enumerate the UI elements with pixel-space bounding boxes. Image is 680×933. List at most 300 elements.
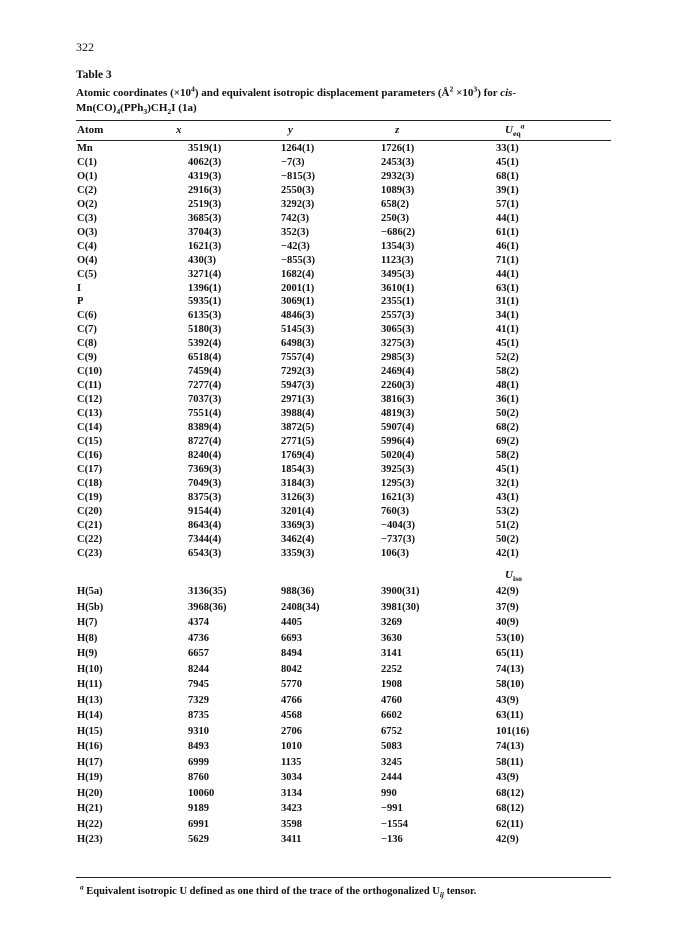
cell-u: 44(1) <box>496 268 519 280</box>
cell-x: 7344(4) <box>188 533 222 545</box>
cell-u: 42(9) <box>496 834 519 845</box>
cell-u: 68(12) <box>496 803 524 814</box>
cell-z: 2252 <box>381 663 402 675</box>
cell-atom: C(5) <box>77 268 97 280</box>
cell-x: 8727(4) <box>188 435 222 447</box>
cell-atom: H(9) <box>77 648 98 659</box>
cell-y: 3034 <box>281 772 302 783</box>
cell-y: 4766 <box>281 694 302 706</box>
cell-x: 4374 <box>188 617 209 628</box>
cell-y: 7557(4) <box>281 352 315 364</box>
table-row <box>0 632 680 645</box>
cell-u: 69(2) <box>496 435 519 447</box>
cell-u: 40(9) <box>496 617 519 628</box>
cell-y: 4846(3) <box>281 310 315 322</box>
header-z: z <box>395 124 400 136</box>
cell-atom: C(14) <box>77 422 103 433</box>
cell-atom: P <box>77 296 84 308</box>
cell-x: 1621(3) <box>188 240 222 252</box>
cell-y: 352(3) <box>281 226 309 238</box>
table-row <box>0 585 680 598</box>
cell-y: 5145(3) <box>281 324 315 336</box>
cell-y: 5947(3) <box>281 380 315 392</box>
cell-y: 3462(4) <box>281 533 315 545</box>
cell-x: 4736 <box>188 632 209 644</box>
cell-x: 7369(3) <box>188 463 222 475</box>
table-row <box>0 477 680 490</box>
cell-y: 1682(4) <box>281 268 315 280</box>
cell-u: 71(1) <box>496 254 519 266</box>
cell-atom: I <box>77 282 82 294</box>
cell-y: 1264(1) <box>281 143 315 154</box>
cell-z: 760(3) <box>381 505 409 517</box>
cell-y: 1010 <box>281 741 302 752</box>
cell-x: 6999 <box>188 756 209 768</box>
cell-y: 3359(3) <box>281 547 315 559</box>
table-row <box>0 282 680 295</box>
cell-atom: C(21) <box>77 519 103 531</box>
cell-z: −136 <box>381 834 403 845</box>
cell-x: 7049(3) <box>188 477 222 489</box>
table-row <box>0 616 680 629</box>
cell-z: 5083 <box>381 741 402 752</box>
table-row <box>0 226 680 239</box>
cell-atom: H(10) <box>77 663 103 675</box>
cell-atom: C(8) <box>77 338 97 350</box>
cell-atom: C(20) <box>77 505 103 517</box>
cell-z: 2355(1) <box>381 296 415 308</box>
cell-y: 1769(4) <box>281 449 315 461</box>
cell-atom: H(5b) <box>77 601 104 613</box>
cell-y: 3184(3) <box>281 477 315 489</box>
caption-subscript: 2 <box>167 106 172 116</box>
cell-x: 7037(3) <box>188 394 222 406</box>
cell-atom: H(8) <box>77 632 98 644</box>
cell-z: 3495(3) <box>381 268 415 280</box>
cell-x: 4319(3) <box>188 170 222 182</box>
table-row <box>0 601 680 614</box>
cell-y: 988(36) <box>281 586 315 597</box>
cell-y: −855(3) <box>281 254 315 266</box>
cell-u: 42(1) <box>496 547 519 559</box>
cell-y: 1854(3) <box>281 463 315 475</box>
cell-y: 2706 <box>281 725 302 737</box>
cell-x: 8389(4) <box>188 422 222 433</box>
footnote-subscript: ij <box>439 890 444 900</box>
cell-x: 8493 <box>188 741 209 752</box>
cell-u: 44(1) <box>496 212 519 224</box>
cell-u: 65(11) <box>496 648 524 659</box>
cell-u: 51(2) <box>496 519 519 531</box>
caption-part: ×10 <box>453 87 474 99</box>
page-number: 322 <box>76 40 94 54</box>
cell-x: 9310 <box>188 725 209 737</box>
cell-y: 3369(3) <box>281 519 315 531</box>
cell-u: 57(1) <box>496 198 519 210</box>
cell-z: 2444 <box>381 772 402 783</box>
cell-atom: C(18) <box>77 477 103 489</box>
cell-atom: C(23) <box>77 547 103 559</box>
table-row <box>0 156 680 169</box>
cell-z: 3816(3) <box>381 394 415 406</box>
cell-atom: C(4) <box>77 240 97 252</box>
cell-atom: C(16) <box>77 449 103 461</box>
table-row <box>0 647 680 660</box>
table-label: Table 3 <box>76 69 112 81</box>
cell-u: 45(1) <box>496 338 519 350</box>
cell-atom: H(14) <box>77 710 103 721</box>
cell-x: 7551(4) <box>188 408 222 420</box>
cell-y: 5770 <box>281 679 302 690</box>
table-bottom-rule <box>76 877 611 878</box>
cell-u: 48(1) <box>496 380 519 392</box>
cell-z: 1089(3) <box>381 184 415 196</box>
cell-y: 8494 <box>281 648 302 659</box>
cell-y: 3069(1) <box>281 296 315 308</box>
cell-u: 45(1) <box>496 156 519 168</box>
table-row <box>0 547 680 560</box>
cell-atom: H(23) <box>77 834 103 845</box>
cell-z: 1726(1) <box>381 143 415 154</box>
table-row <box>0 818 680 831</box>
cell-z: 6602 <box>381 710 402 721</box>
cell-atom: C(19) <box>77 491 103 503</box>
cell-x: 430(3) <box>188 254 216 266</box>
cell-atom: C(17) <box>77 463 103 475</box>
table-row <box>0 365 680 378</box>
cell-x: 9189 <box>188 803 209 814</box>
table-row <box>0 463 680 476</box>
cell-z: 4760 <box>381 694 402 706</box>
cell-u: 50(2) <box>496 533 519 545</box>
cell-u: 37(9) <box>496 601 519 613</box>
cell-u: 101(16) <box>496 725 530 737</box>
cell-u: 43(9) <box>496 694 519 706</box>
caption-formula: ) <box>192 101 197 114</box>
cell-z: 2932(3) <box>381 170 415 182</box>
table-row <box>0 184 680 197</box>
cell-y: 1135 <box>281 756 302 768</box>
caption-formula: I ( <box>171 101 182 114</box>
header-ueq-sub: eq <box>512 129 521 139</box>
cell-x: 7459(4) <box>188 366 222 378</box>
cell-atom: Mn <box>77 143 93 154</box>
cell-x: 3685(3) <box>188 212 222 224</box>
cell-atom: C(13) <box>77 408 103 420</box>
cell-x: 4062(3) <box>188 156 222 168</box>
cell-x: 7329 <box>188 694 209 706</box>
cell-y: −42(3) <box>281 240 310 252</box>
cell-z: 3141 <box>381 648 402 659</box>
cell-atom: O(2) <box>77 198 98 210</box>
cell-u: 61(1) <box>496 226 519 238</box>
caption-compound: 1a <box>181 101 193 114</box>
cell-atom: H(21) <box>77 803 103 814</box>
cell-y: 7292(3) <box>281 366 315 378</box>
cell-y: 2001(1) <box>281 282 315 294</box>
table-row <box>0 254 680 267</box>
table-row <box>0 725 680 738</box>
cell-atom: C(6) <box>77 310 97 322</box>
footnote-marker: a <box>80 882 84 892</box>
cell-atom: H(15) <box>77 725 103 737</box>
cell-x: 6135(3) <box>188 310 222 322</box>
table-row <box>0 421 680 434</box>
cell-y: 3134 <box>281 787 302 799</box>
header-bottom-rule <box>76 140 611 141</box>
cell-atom: C(9) <box>77 352 97 364</box>
table-row <box>0 787 680 800</box>
caption-exponent: 2 <box>449 84 454 94</box>
cell-u: 74(13) <box>496 741 524 752</box>
cell-y: 3126(3) <box>281 491 315 503</box>
cell-u: 32(1) <box>496 477 519 489</box>
cell-u: 58(11) <box>496 756 524 768</box>
cell-z: 3065(3) <box>381 324 415 336</box>
cell-x: 7277(4) <box>188 380 222 392</box>
header-x: x <box>176 124 182 136</box>
cell-atom: C(10) <box>77 366 103 378</box>
table-row <box>0 519 680 532</box>
cell-atom: C(12) <box>77 394 103 406</box>
cell-y: 6498(3) <box>281 338 315 350</box>
cell-u: 31(1) <box>496 296 519 308</box>
cell-x: 3136(35) <box>188 586 227 597</box>
cell-z: 2469(4) <box>381 366 415 378</box>
cell-z: 2260(3) <box>381 380 415 392</box>
table-row <box>0 351 680 364</box>
caption-exponent: 3 <box>473 84 478 94</box>
cell-atom: O(3) <box>77 226 98 238</box>
cell-z: −1554 <box>381 818 408 830</box>
table-row <box>0 505 680 518</box>
table-row <box>0 435 680 448</box>
cell-y: 3292(3) <box>281 198 315 210</box>
footnote-text: Equivalent isotropic U defined as one third of the trace of the orthogonalized U <box>83 886 440 897</box>
table-row <box>0 407 680 420</box>
cell-z: 6752 <box>381 725 402 737</box>
table-row <box>0 756 680 769</box>
header-atom: Atom <box>77 124 104 136</box>
cell-x: 2916(3) <box>188 184 222 196</box>
footnote-text: tensor. <box>443 886 477 897</box>
footnote <box>80 882 477 900</box>
cell-z: 1354(3) <box>381 240 415 252</box>
cell-u: 45(1) <box>496 463 519 475</box>
cell-u: 53(2) <box>496 505 519 517</box>
cell-atom: H(20) <box>77 787 103 799</box>
cell-y: 2550(3) <box>281 184 315 196</box>
cell-z: 5907(4) <box>381 422 415 433</box>
cell-atom: C(15) <box>77 435 103 447</box>
cell-y: 2408(34) <box>281 601 320 613</box>
cell-z: 990 <box>381 787 397 799</box>
cell-z: −686(2) <box>381 226 415 238</box>
cell-x: 9154(4) <box>188 505 222 517</box>
caption-exponent: 4 <box>191 84 195 94</box>
cell-z: 1621(3) <box>381 491 415 503</box>
caption-part: ) and equivalent isotropic displacement parameters (Å <box>194 87 450 99</box>
cell-y: 8042 <box>281 663 302 675</box>
table-row <box>0 337 680 350</box>
cell-y: 3411 <box>281 834 302 845</box>
cell-x: 2519(3) <box>188 198 222 210</box>
cell-x: 7945 <box>188 679 209 690</box>
cell-z: 3925(3) <box>381 463 415 475</box>
cell-x: 8735 <box>188 710 209 721</box>
caption-part: ) for <box>477 87 501 99</box>
cell-y: −815(3) <box>281 170 315 182</box>
cell-u: 41(1) <box>496 324 519 336</box>
cell-x: 8244 <box>188 663 209 675</box>
table-top-rule <box>76 120 611 121</box>
cell-u: 52(2) <box>496 352 519 364</box>
cell-u: 74(13) <box>496 663 524 675</box>
cell-u: 58(2) <box>496 366 519 378</box>
cell-u: 62(11) <box>496 818 524 830</box>
cell-u: 39(1) <box>496 184 519 196</box>
cell-z: −991 <box>381 803 403 814</box>
cell-y: 2771(5) <box>281 435 315 447</box>
table-caption <box>76 86 616 115</box>
table-row <box>0 379 680 392</box>
table-row <box>0 491 680 504</box>
cell-atom: C(7) <box>77 324 97 336</box>
cell-x: 6518(4) <box>188 352 222 364</box>
cell-x: 3704(3) <box>188 226 222 238</box>
caption-formula: )CH <box>147 101 168 114</box>
cell-u: 43(9) <box>496 772 519 783</box>
cell-x: 8240(4) <box>188 449 222 461</box>
table-row <box>0 709 680 722</box>
cell-atom: H(22) <box>77 818 103 830</box>
cell-atom: C(11) <box>77 380 102 392</box>
cell-atom: H(19) <box>77 772 103 783</box>
cell-atom: O(1) <box>77 170 98 182</box>
cell-atom: H(5a) <box>77 586 103 597</box>
cell-x: 1396(1) <box>188 282 222 294</box>
table-row <box>0 449 680 462</box>
cell-z: 1295(3) <box>381 477 415 489</box>
cell-z: 2985(3) <box>381 352 415 364</box>
cell-u: 36(1) <box>496 394 519 406</box>
cell-z: 2453(3) <box>381 156 415 168</box>
cell-x: 6543(3) <box>188 547 222 559</box>
cell-y: 3201(4) <box>281 505 315 517</box>
cell-z: 250(3) <box>381 212 409 224</box>
cell-y: 6693 <box>281 632 302 644</box>
cell-u: 68(2) <box>496 422 519 433</box>
cell-x: 8643(4) <box>188 519 222 531</box>
cell-y: 2971(3) <box>281 394 315 406</box>
table-row <box>0 833 680 846</box>
table-row <box>0 740 680 753</box>
table-row <box>0 309 680 322</box>
cell-u: 34(1) <box>496 310 519 322</box>
cell-y: 4405 <box>281 617 302 628</box>
table-row <box>0 323 680 336</box>
cell-z: 3245 <box>381 756 402 768</box>
caption-formula: Mn(CO) <box>76 101 117 114</box>
cell-y: 3988(4) <box>281 408 315 420</box>
caption-subscript: 4 <box>116 106 121 116</box>
cell-y: 3598 <box>281 818 302 830</box>
cell-y: 742(3) <box>281 212 309 224</box>
cell-u: 58(2) <box>496 449 519 461</box>
header-ueq-footnote-mark: a <box>520 121 525 131</box>
cell-x: 5180(3) <box>188 324 222 336</box>
cell-atom: C(2) <box>77 184 97 196</box>
cell-z: 658(2) <box>381 198 409 210</box>
cell-u: 46(1) <box>496 240 519 252</box>
cell-atom: H(13) <box>77 694 103 706</box>
cell-u: 43(1) <box>496 491 519 503</box>
cell-u: 33(1) <box>496 143 519 154</box>
cell-z: −737(3) <box>381 533 415 545</box>
cell-atom: C(1) <box>77 156 97 168</box>
cell-y: −7(3) <box>281 156 305 168</box>
cell-u: 68(1) <box>496 170 519 182</box>
cell-x: 10060 <box>188 787 215 799</box>
table-row <box>0 663 680 676</box>
cell-u: 68(12) <box>496 787 524 799</box>
cell-u: 58(10) <box>496 679 524 690</box>
header-ueq <box>505 121 525 139</box>
cell-x: 5392(4) <box>188 338 222 350</box>
caption-formula: (PPh <box>120 101 144 114</box>
cell-u: 63(1) <box>496 282 519 294</box>
table-row <box>0 771 680 784</box>
cell-z: 5996(4) <box>381 435 415 447</box>
cell-y: 3423 <box>281 803 302 814</box>
caption-part: Atomic coordinates (×10 <box>76 87 192 99</box>
header-y: y <box>288 124 293 136</box>
cell-z: −404(3) <box>381 519 415 531</box>
cell-atom: C(22) <box>77 533 103 545</box>
cell-z: 106(3) <box>381 547 409 559</box>
table-row <box>0 533 680 546</box>
cell-u: 50(2) <box>496 408 519 420</box>
table-row <box>0 240 680 253</box>
header-ueq-symbol: U <box>505 124 513 136</box>
cell-atom: H(11) <box>77 679 103 690</box>
table-row <box>0 393 680 406</box>
cell-x: 8760 <box>188 772 209 783</box>
cell-u: 53(10) <box>496 632 524 644</box>
table-row <box>0 295 680 308</box>
header-uiso-sub: iso <box>512 574 522 584</box>
cell-z: 3630 <box>381 632 402 644</box>
cell-x: 3968(36) <box>188 601 227 613</box>
table-row <box>0 142 680 155</box>
cell-z: 3981(30) <box>381 601 420 613</box>
cell-u: 42(9) <box>496 586 519 597</box>
cell-x: 3519(1) <box>188 143 222 154</box>
cell-x: 8375(3) <box>188 491 222 503</box>
table-row <box>0 802 680 815</box>
header-uiso-symbol: U <box>505 569 513 581</box>
table-row <box>0 212 680 225</box>
cell-z: 1908 <box>381 679 402 690</box>
cell-z: 4819(3) <box>381 408 415 420</box>
table-row <box>0 268 680 281</box>
cell-z: 1123(3) <box>381 254 414 266</box>
cell-x: 5935(1) <box>188 296 222 308</box>
cell-x: 6657 <box>188 648 209 659</box>
header-uiso <box>505 569 522 584</box>
table-row <box>0 678 680 691</box>
cell-z: 3275(3) <box>381 338 415 350</box>
